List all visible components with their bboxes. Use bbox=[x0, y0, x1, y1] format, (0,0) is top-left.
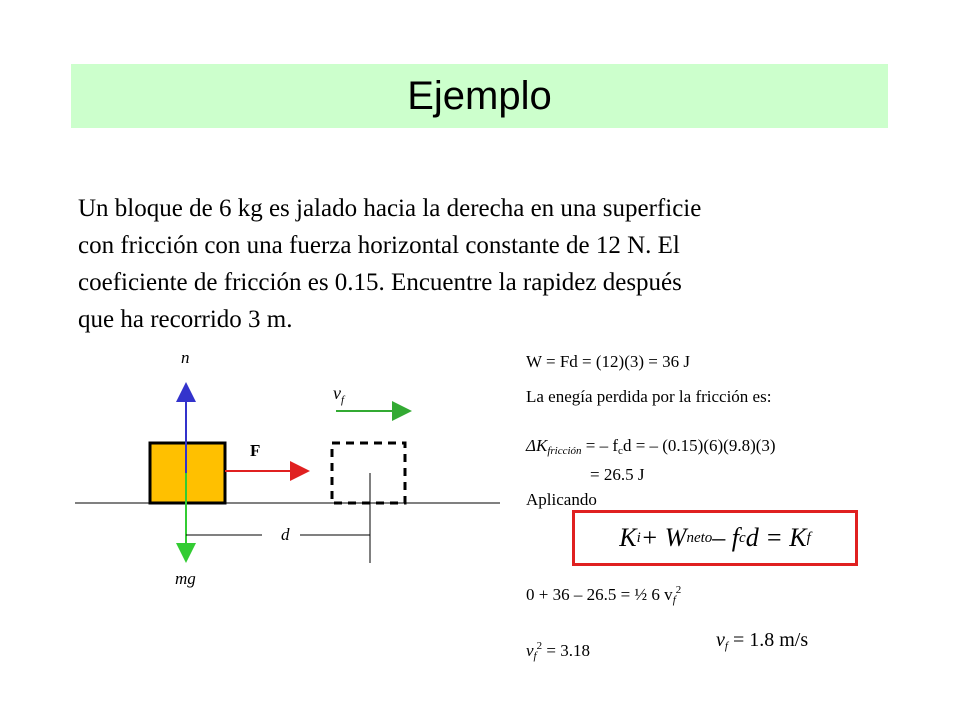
problem-line: coeficiente de fricción es 0.15. Encuentre la rapidez después bbox=[78, 269, 682, 296]
problem-line: que ha recorrido 3 m. bbox=[78, 306, 293, 333]
energy-lost-line: La enegía perdida por la fricción es: bbox=[526, 387, 772, 406]
delta-k-result: = 26.5 J bbox=[590, 465, 645, 484]
final-velocity-label: $v_f$ bbox=[333, 383, 345, 406]
energy-sum-line: 0 + 36 – 26.5 = ½ 6 $v_f^2$ bbox=[526, 584, 682, 606]
vf-result: $v_f = 1.8$ m/s bbox=[716, 629, 809, 652]
slide-title: Ejemplo bbox=[407, 73, 552, 118]
vf-squared-line: $v_f^2 = 3.18$ bbox=[526, 640, 590, 662]
weight-label: mg bbox=[175, 569, 196, 588]
block bbox=[150, 443, 225, 503]
delta-k-line: $\Delta K_{fricción}$ = – $f_cd$ = – (0.15)(6)(9.8)(3) bbox=[526, 436, 776, 457]
force-label: F bbox=[250, 441, 261, 460]
problem-line: Un bloque de 6 kg es jalado hacia la derecha en una superficie bbox=[78, 195, 702, 222]
normal-force-label: n bbox=[181, 348, 190, 367]
applying-label: Aplicando bbox=[526, 490, 597, 509]
problem-line: con fricción con una fuerza horizontal constante de 12 N. El bbox=[78, 232, 680, 259]
work-line: W = Fd = (12)(3) = 36 J bbox=[526, 352, 690, 371]
distance-label: d bbox=[281, 525, 290, 544]
final-position-block bbox=[332, 443, 405, 503]
work-energy-equation-box: K i + W neto – f c d = K f bbox=[572, 510, 858, 566]
